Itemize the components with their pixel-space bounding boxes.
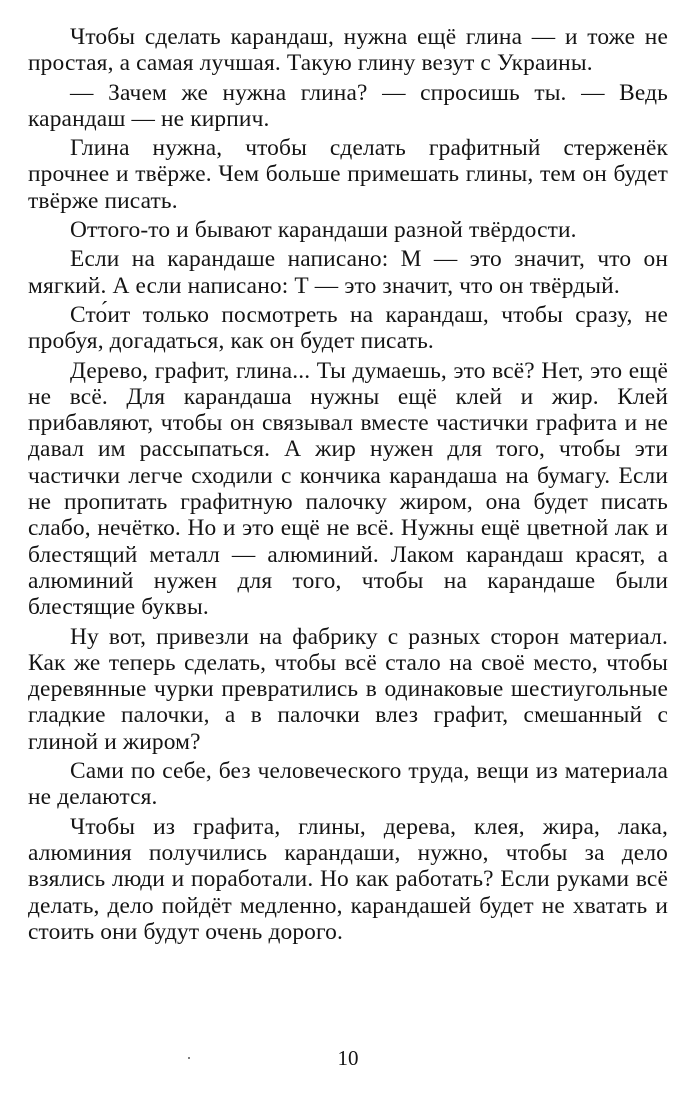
print-speck — [188, 1057, 190, 1059]
paragraph: — Зачем же нужна глина? — спросишь ты. — Ведь карандаш — не кирпич. — [28, 79, 668, 132]
paragraph: Чтобы сделать карандаш, нужна ещё глина — и тоже не простая, а самая лучшая. Такую глину везут с Украины. — [28, 24, 668, 77]
paragraph: Ну вот, привезли на фабрику с разных сторон материал. Как же теперь сделать, чтобы всё стало на своё место, чтобы деревянные чурки превратились в одинаковые шестиугольные гладкие палочки, а в палочки влез графит, смешанный с глиной и жиром? — [28, 623, 668, 755]
book-page — [28, 24, 668, 1074]
paragraph: Глина нужна, чтобы сделать графитный стерженёк прочнее и твёрже. Чем больше примешать глины, тем он будет твёрже писать. — [28, 135, 668, 214]
text-body — [28, 24, 668, 945]
paragraph: Сами по себе, без человеческого труда, вещи из материала не делаются. — [28, 758, 668, 811]
paragraph: Оттого-то и бывают карандаши разной твёрдости. — [70, 217, 577, 244]
paragraph: Сто́ит только посмотреть на карандаш, чтобы сразу, не пробуя, догадаться, как он будет писать. — [28, 301, 668, 355]
paragraph: Если на карандаше написано: М — это значит, что он мягкий. А если написано: Т — это значит, что он твёрдый. — [28, 246, 668, 299]
page-number: 10 — [337, 1046, 359, 1070]
paragraph: Дерево, графит, глина... Ты думаешь, это всё? Нет, это ещё не всё. Для карандаша нужны ещё клей и жир. Клей прибавляют, чтобы он связывал вместе частички графита и не давал им рассыпаться. А жир нужен для того, чтобы эти частички легче сходили с кончика карандаша на бумагу. Если не пропитать графитную палочку жиром, она будет писать слабо, нечётко. Но и это ещё не всё. Нужны ещё цветной лак и блестящий металл — алюминий. Лаком карандаш красят, а алюминий нужен для того, чтобы на карандаше были блестящие буквы. — [28, 357, 668, 621]
paragraph: Чтобы из графита, глины, дерева, клея, жира, лака, алюминия получились карандаши, нужно, чтобы за дело взялись люди и поработали. Но как работать? Если руками всё делать, дело пойдёт медленно, карандашей будет не хватать и стоить они будут очень дорого. — [28, 813, 668, 945]
